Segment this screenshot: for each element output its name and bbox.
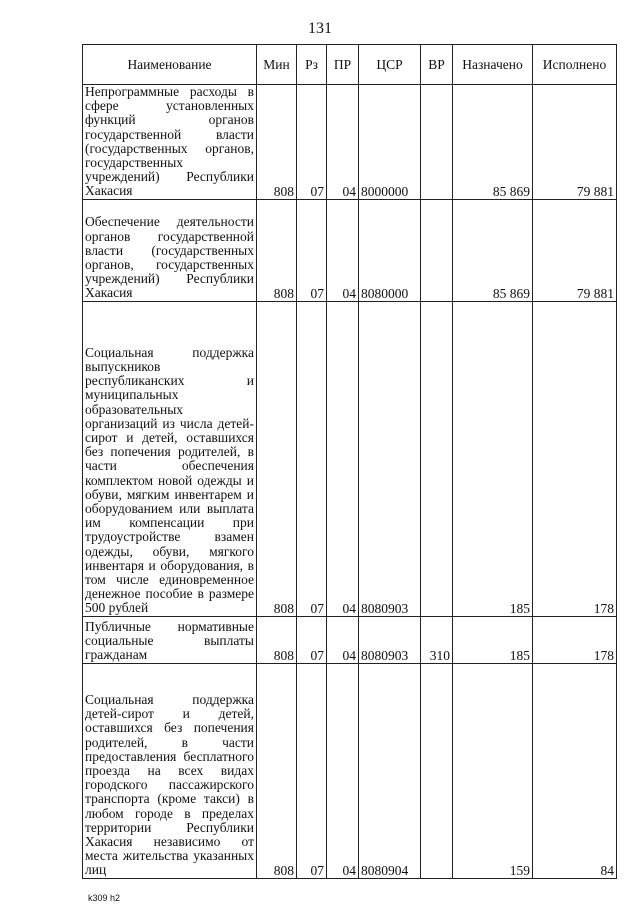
row-vr xyxy=(421,663,453,878)
table-row xyxy=(83,616,617,663)
row-vr xyxy=(421,199,453,301)
row-rz: 07 xyxy=(297,301,327,616)
row-executed: 79 881 xyxy=(533,199,617,301)
budget-table xyxy=(82,44,617,879)
row-rz: 07 xyxy=(297,663,327,878)
row-rz: 07 xyxy=(297,616,327,663)
row-csr: 8080904 xyxy=(359,663,421,878)
row-assigned: 185 xyxy=(453,301,533,616)
table-row xyxy=(83,301,617,616)
row-assigned: 159 xyxy=(453,663,533,878)
header-assigned: Назначено xyxy=(453,45,533,85)
row-pr: 04 xyxy=(327,616,359,663)
header-vr: ВР xyxy=(421,45,453,85)
row-rz: 07 xyxy=(297,199,327,301)
row-rz: 07 xyxy=(297,85,327,200)
row-name: Непрограммные расходы в сфере установленных функций органов государственной власти (государственных органов, государственных учреждений) Республики Хакасия xyxy=(83,85,257,200)
row-min: 808 xyxy=(257,85,297,200)
row-pr: 04 xyxy=(327,663,359,878)
header-executed: Исполнено xyxy=(533,45,617,85)
row-csr: 8080903 xyxy=(359,616,421,663)
row-min: 808 xyxy=(257,663,297,878)
header-min: Мин xyxy=(257,45,297,85)
row-min: 808 xyxy=(257,616,297,663)
header-csr: ЦСР xyxy=(359,45,421,85)
table-row xyxy=(83,85,617,200)
row-pr: 04 xyxy=(327,301,359,616)
row-name: Социальная поддержка детей-сирот и детей, оставшихся без попечения родителей, в части предоставления бесплатного проезда на всех видах городского пассажирского транспорта (кроме такси) в любом городе в пределах территории Республики Хакасия независимо от места жительства указанных лиц xyxy=(83,663,257,878)
row-csr: 8080903 xyxy=(359,301,421,616)
row-assigned: 85 869 xyxy=(453,85,533,200)
row-csr: 8000000 xyxy=(359,85,421,200)
row-pr: 04 xyxy=(327,85,359,200)
row-name: Публичные нормативные социальные выплаты гражданам xyxy=(83,616,257,663)
row-vr xyxy=(421,301,453,616)
row-min: 808 xyxy=(257,301,297,616)
header-name: Наименование xyxy=(83,45,257,85)
row-csr: 8080000 xyxy=(359,199,421,301)
row-min: 808 xyxy=(257,199,297,301)
row-name: Социальная поддержка выпускников республиканских и муниципальных образовательных организаций из числа детей-сирот и детей, оставшихся без попечения родителей, в части обеспечения комплектом новой одежды и обуви, мягким инвентарем и оборудованием или выплата им компенсации при трудоустройстве взамен одежды, обуви, мягкого инвентаря и оборудования, в том числе единовременное денежное пособие в размере 500 рублей xyxy=(83,301,257,616)
row-executed: 79 881 xyxy=(533,85,617,200)
row-vr xyxy=(421,85,453,200)
row-vr: 310 xyxy=(421,616,453,663)
header-pr: ПР xyxy=(327,45,359,85)
row-name: Обеспечение деятельности органов государственной власти (государственных органов, государственных учреждений) Республики Хакасия xyxy=(83,199,257,301)
row-executed: 178 xyxy=(533,616,617,663)
row-executed: 178 xyxy=(533,301,617,616)
row-executed: 84 xyxy=(533,663,617,878)
table-header-row xyxy=(83,45,617,85)
header-rz: Рз xyxy=(297,45,327,85)
table-row xyxy=(83,663,617,878)
row-pr: 04 xyxy=(327,199,359,301)
page-number: 131 xyxy=(308,20,332,37)
row-assigned: 185 xyxy=(453,616,533,663)
footer-code: k309 h2 xyxy=(88,893,121,903)
row-assigned: 85 869 xyxy=(453,199,533,301)
table-row xyxy=(83,199,617,301)
